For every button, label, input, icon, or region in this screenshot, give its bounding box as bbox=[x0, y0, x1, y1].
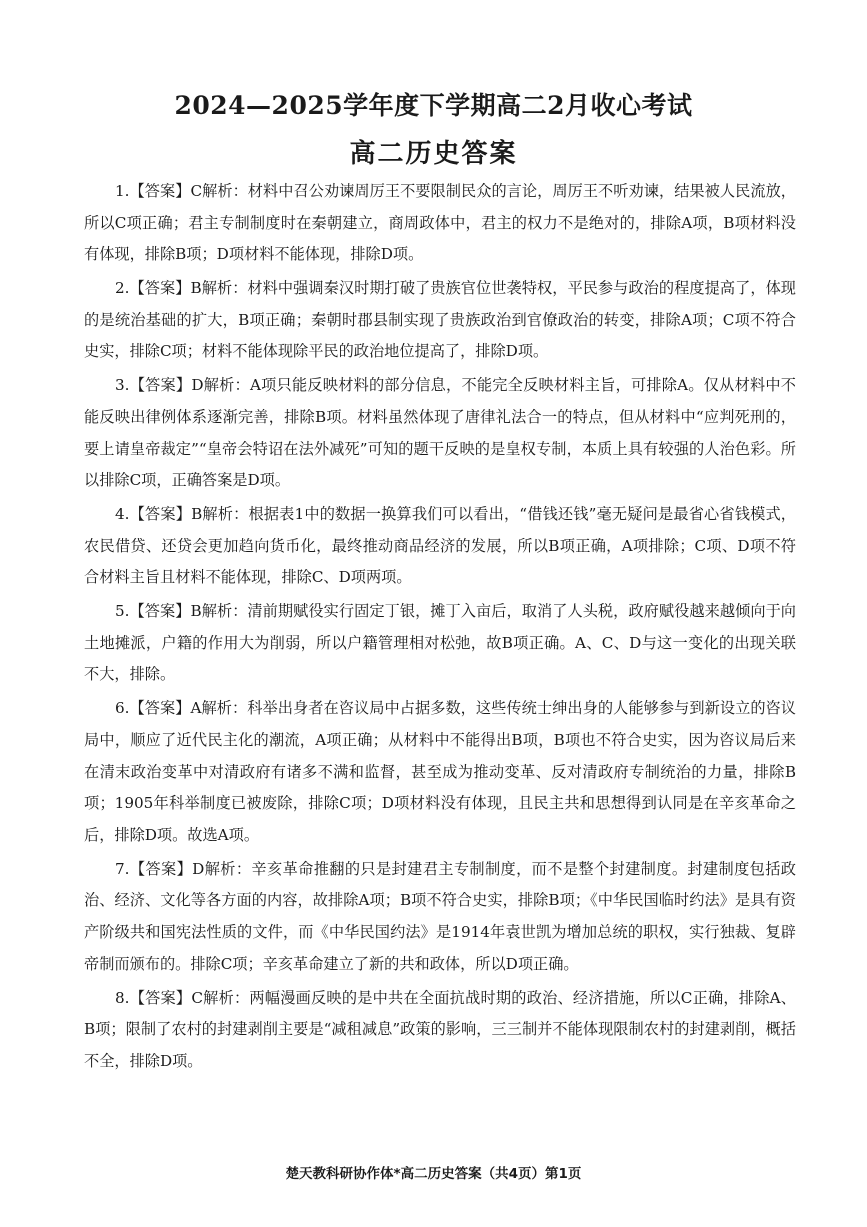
answer-item-2: 2.【答案】B解析：材料中强调秦汉时期打破了贵族官位世袭特权，平民参与政治的程度提高了，体现的是统治基础的扩大，B项正确；秦朝时郡县制实现了贵族政治到官僚政治的转变，排除A项；C项不符合史实，排除C项；材料不能体现除平民的政治地位提高了，排除D项。 bbox=[84, 279, 796, 361]
answer-item-8: 8.【答案】C解析：两幅漫画反映的是中共在全面抗战时期的政治、经济措施，所以C正确，排除A、B项；限制了农村的封建剥削主要是“减租减息”政策的影响，三三制并不能体现限制农村的封建剥削，概括不全，排除D项。 bbox=[84, 988, 796, 1070]
answer-item-3: 3.【答案】D解析：A项只能反映材料的部分信息，不能完全反映材料主旨，可排除A。仅从材料中不能反映出律例体系逐渐完善，排除B项。材料虽然体现了唐律礼法合一的特点，但从材料中“应判死刑的，要上请皇帝裁定”“皇帝会特诏在法外减死”可知的题干反映的是皇权专制，本质上具有较强的人治色彩。所以排除C项，正确答案是D项。 bbox=[84, 376, 796, 490]
answer-item-6: 6.【答案】A解析：科举出身者在咨议局中占据多数，这些传统士绅出身的人能够参与到新设立的咨议局中，顺应了近代民主化的潮流，A项正确；从材料中不能得出B项，B项也不符合史实，因为咨议局后来在清末政治变革中对清政府有诸多不满和监督，甚至成为推动变革、反对清政府专制统治的力量，排除B项；1905年科举制度已被废除，排除C项；D项材料没有体现，且民主共和思想得到认同是在辛亥革命之后，排除D项。故选A项。 bbox=[84, 699, 796, 844]
answer-subtitle: 高二历史答案 bbox=[349, 139, 518, 169]
answer-list bbox=[84, 176, 796, 1080]
answer-item-4: 4.【答案】B解析：根据表1中的数据一换算我们可以看出，“借钱还钱”毫无疑问是最省心省钱模式，农民借贷、还贷会更加趋向货币化，最终推动商品经济的发展，所以B项正确，A项排除；C项、D项不符合材料主旨且材料不能体现，排除C、D项两项。 bbox=[84, 505, 796, 587]
exam-title: 2024—2025学年度下学期高二2月收心考试 bbox=[174, 91, 693, 120]
answer-item-5: 5.【答案】B解析：清前期赋役实行固定丁银，摊丁入亩后，取消了人头税，政府赋役越来越倾向于向土地摊派，户籍的作用大为削弱，所以户籍管理相对松弛，故B项正确。A、C、D与这一变化的出现关联不大，排除。 bbox=[84, 602, 796, 684]
answer-item-7: 7.【答案】D解析：辛亥革命推翻的只是封建君主专制制度，而不是整个封建制度。封建制度包括政治、经济、文化等各方面的内容，故排除A项；B项不符合史实，排除B项；《中华民国临时约法》是具有资产阶级共和国宪法性质的文件，而《中华民国约法》是1914年袁世凯为增加总统的职权，实行独裁、复辟帝制而颁布的。排除C项；辛亥革命建立了新的共和政体，所以D项正确。 bbox=[84, 859, 796, 973]
answer-item-1: 1.【答案】C解析：材料中召公劝谏周厉王不要限制民众的言论，周厉王不听劝谏，结果被人民流放，所以C项正确；君主专制制度时在秦朝建立，商周政体中，君主的权力不是绝对的，排除A项，B项材料没有体现，排除B项；D项材料不能体现，排除D项。 bbox=[84, 182, 796, 264]
page-footer: 楚天教科研协作体*高二历史答案（共4页）第1页 bbox=[285, 1166, 582, 1182]
